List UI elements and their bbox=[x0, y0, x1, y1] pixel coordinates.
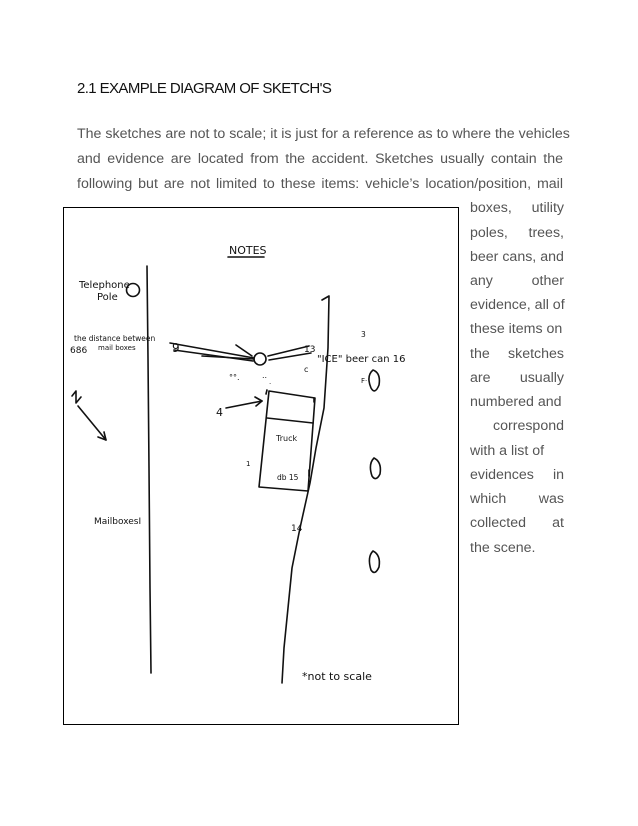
sketch-drawing bbox=[64, 208, 458, 724]
evidence-number-1: 1 bbox=[246, 460, 251, 468]
accident-sketch-figure bbox=[63, 207, 459, 725]
tree-mark: F· bbox=[361, 377, 368, 385]
distance-note-value: 686 bbox=[70, 346, 88, 356]
north-letter-icon bbox=[72, 391, 81, 403]
side-text-line: with a list of bbox=[470, 443, 545, 459]
side-text-line: beer cans, and bbox=[470, 249, 564, 265]
debris-mark: °°. bbox=[229, 373, 240, 382]
side-text-line: correspond bbox=[493, 418, 564, 434]
side-text-line: the sketches bbox=[470, 346, 564, 362]
side-text-line: the scene. bbox=[470, 540, 536, 556]
side-text-line: evidences in bbox=[470, 467, 564, 483]
truck-label: Truck bbox=[276, 434, 298, 443]
tree-icon bbox=[369, 551, 379, 572]
not-to-scale-note: *not to scale bbox=[302, 670, 372, 683]
paragraph-line: following but are not limited to these items: vehicle’s location/position, mail bbox=[77, 176, 563, 192]
debris-mark: .. bbox=[262, 371, 268, 380]
ice-beer-can-label: "ICE" beer can 16 bbox=[317, 354, 406, 365]
distance-note-line1: the distance between bbox=[74, 334, 156, 343]
evidence-number-14: 14 bbox=[291, 524, 303, 534]
mailbox-label: MailboxesI bbox=[94, 517, 142, 527]
north-arrow-icon bbox=[78, 406, 106, 440]
evidence-number-3: 3 bbox=[361, 330, 366, 339]
side-text-line: these items on bbox=[470, 321, 563, 337]
notes-label: NOTES bbox=[229, 244, 267, 257]
tree-icon bbox=[370, 458, 380, 479]
debris-mark: c bbox=[304, 365, 309, 374]
telephone-pole-label-line2: Pole bbox=[97, 292, 118, 303]
side-text-line: boxes, utility bbox=[470, 200, 564, 216]
side-text-line: which was bbox=[470, 491, 564, 507]
side-text-line: poles, trees, bbox=[470, 225, 564, 241]
evidence-number-13: 13 bbox=[304, 345, 316, 355]
side-text-line: any other bbox=[470, 273, 564, 289]
road-edge-left bbox=[147, 266, 151, 673]
side-text-line: numbered and bbox=[470, 394, 562, 410]
debris-mark: . bbox=[269, 378, 272, 386]
telephone-pole-label-line1: Telephone bbox=[79, 280, 130, 291]
side-text-line: collected at bbox=[470, 515, 564, 531]
paragraph-line: and evidence are located from the accident. Sketches usually contain the bbox=[77, 151, 563, 167]
tree-icon bbox=[369, 370, 379, 391]
truck-cab-line bbox=[267, 418, 313, 423]
evidence-number-4: 4 bbox=[216, 406, 223, 419]
side-text-line: evidence, all of bbox=[470, 297, 565, 313]
evidence-tick bbox=[236, 345, 252, 356]
evidence-number-9: 9 bbox=[172, 341, 180, 355]
paragraph-line: The sketches are not to scale; it is just for a reference as to where the vehicles bbox=[77, 126, 570, 142]
distance-note-line2: mail boxes bbox=[98, 344, 136, 352]
section-heading: 2.1 EXAMPLE DIAGRAM OF SKETCH'S bbox=[77, 80, 332, 97]
impact-point bbox=[254, 353, 266, 365]
truck-marks bbox=[266, 390, 314, 476]
truck-plate: db 15 bbox=[277, 473, 299, 482]
side-text-line: are usually bbox=[470, 370, 564, 386]
